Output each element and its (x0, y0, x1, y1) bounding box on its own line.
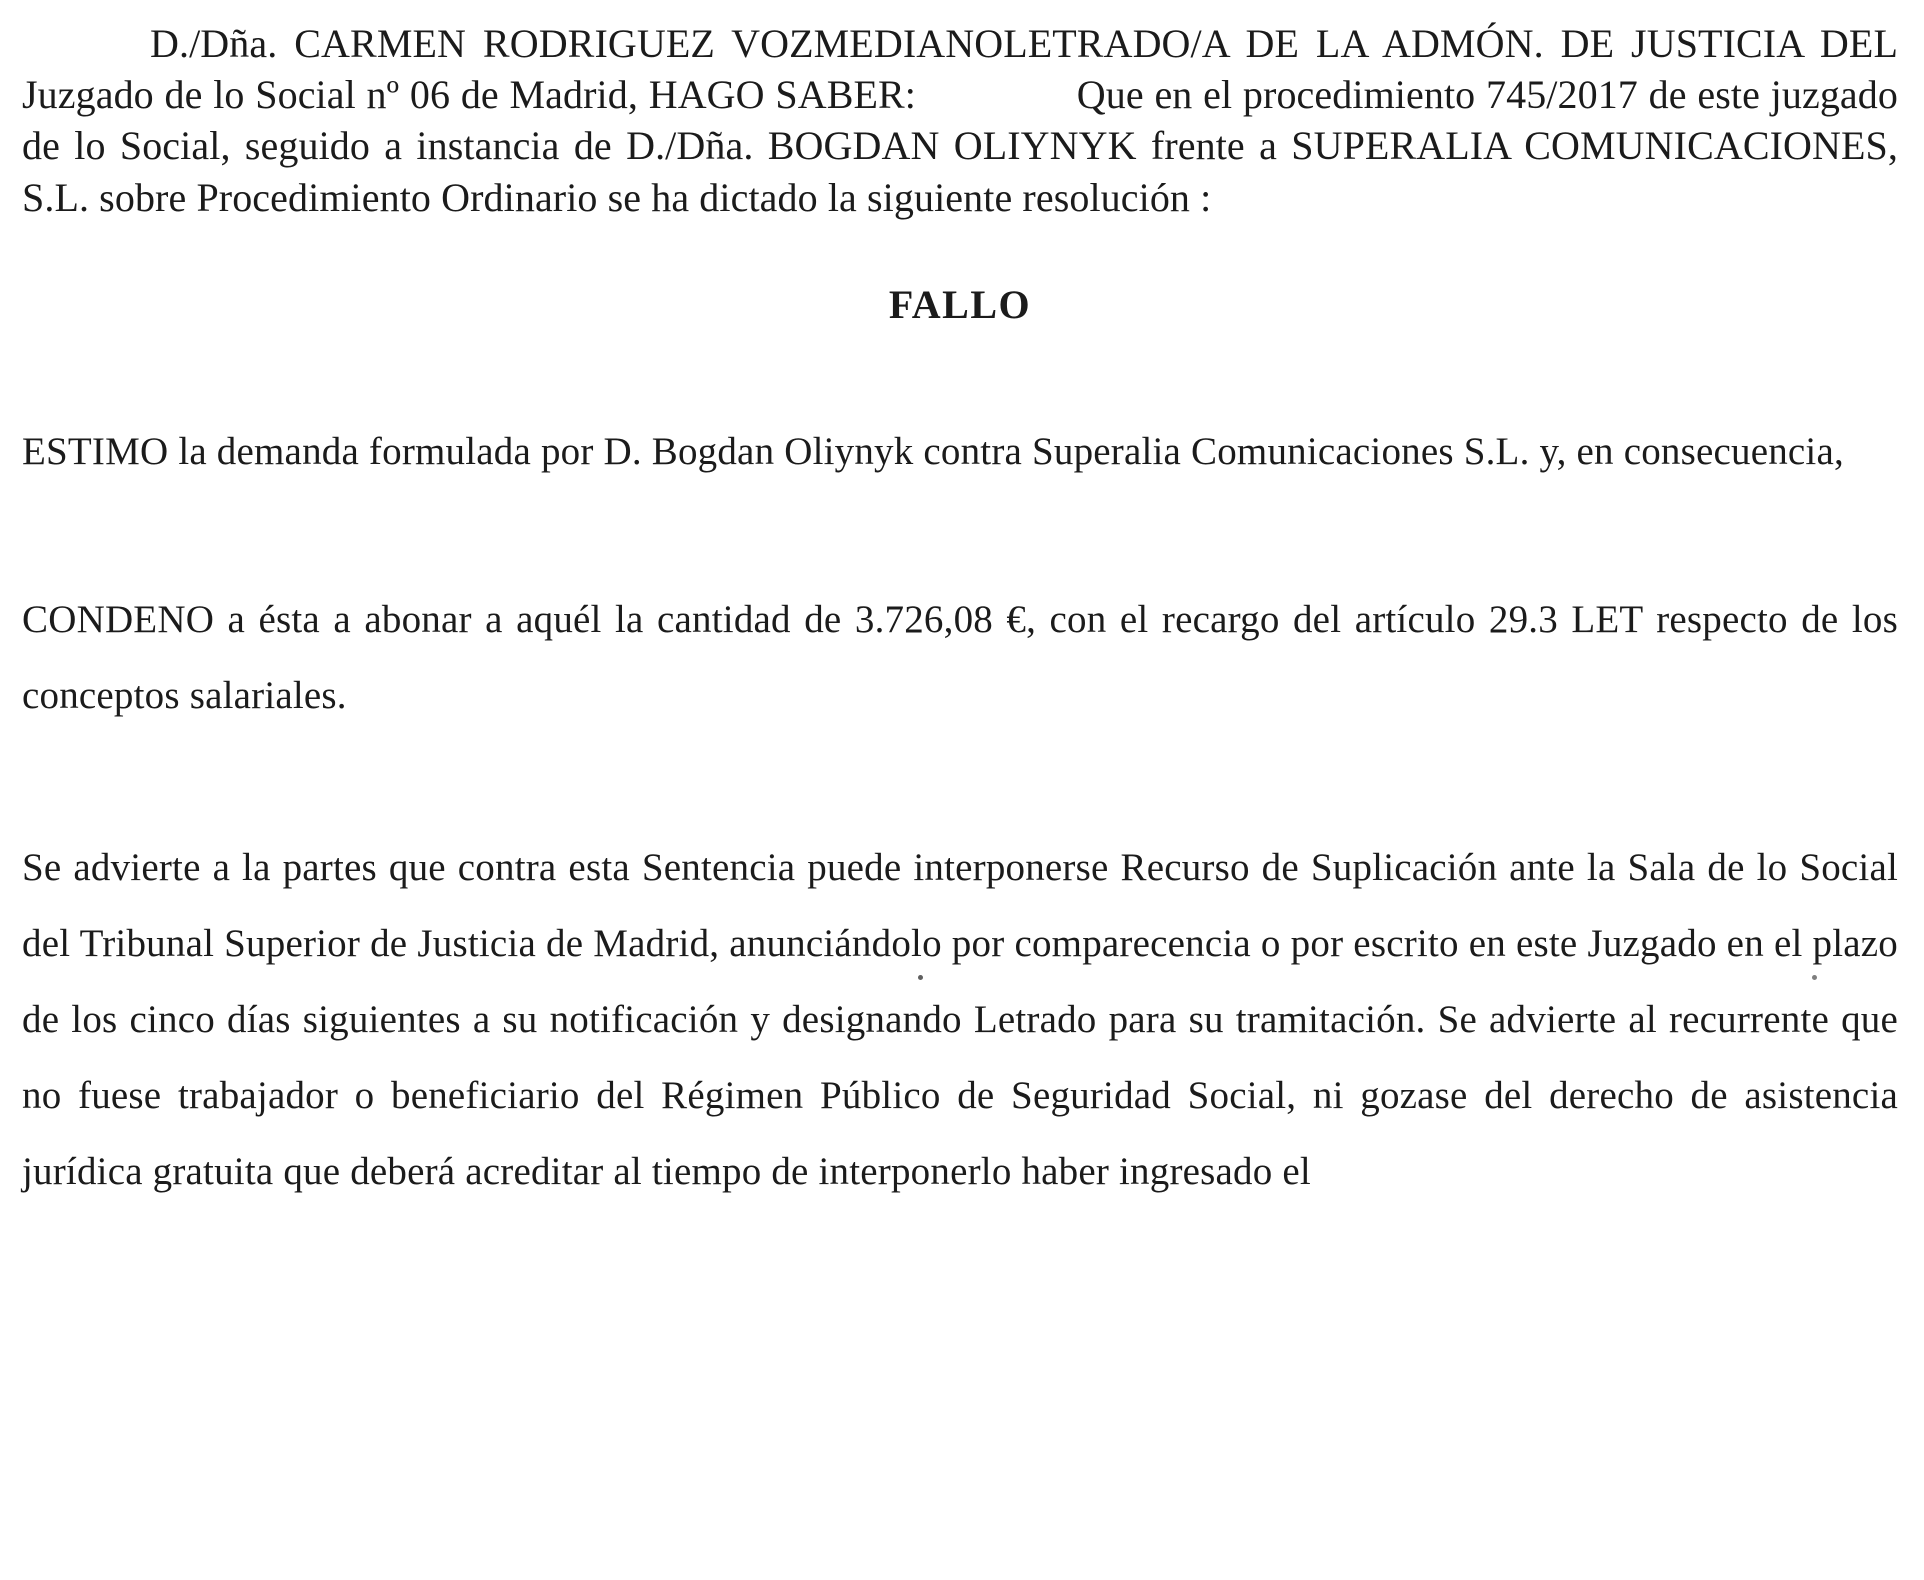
header-line-3: Que en el procedimiento 745/2017 de este juzgado de lo Social, seguido a instancia (22, 72, 1898, 169)
ruling-paragraph-estimo: ESTIMO la demanda formulada por D. Bogdan Oliynyk contra Superalia Comunicaciones S.L. y, en consecuencia, (22, 429, 1844, 473)
scan-artifact-dot (918, 975, 923, 980)
header-line-2: DE JUSTICIA DEL Juzgado de lo Social nº 06 de Madrid, HAGO SABER: (22, 21, 1898, 118)
header-line-1: D./Dña. CARMEN RODRIGUEZ VOZMEDIANOLETRADO/A DE LA ADMÓN. (150, 21, 1544, 66)
document-body (22, 18, 1898, 1210)
ruling-paragraph-condeno: CONDENO a ésta a abonar a aquél la cantidad de 3.726,08 €, con el recargo del artículo 29.3 LET respecto de los conceptos salariales. (22, 597, 1898, 717)
ruling-title: FALLO (888, 281, 1032, 327)
header-line-4: de D./Dña. BOGDAN OLIYNYK frente a SUPERALIA COMUNICACIONES, S.L. sobre (22, 123, 1898, 220)
scan-artifact-dot-right (1812, 975, 1817, 980)
ruling-paragraph-appeal: Se advierte a la partes que contra esta Sentencia puede interponerse Recurso de Suplicación ante la Sala de lo Social del Tribunal Superior de Justicia de Madrid, anunciándolo por comparecencia o por escrito en este Juzgado en el plazo de los cinco días siguientes a su notificación y designando Letrado para su tramitación. Se advierte al recurrente que no fuese trabajador o beneficiario del Régimen Público de Seguridad Social, ni gozase del derecho de asistencia jurídica gratuita que deberá acreditar al tiempo de interponerlo haber ingresado el (22, 845, 1898, 1194)
header-paragraph (22, 18, 1898, 223)
header-line-5: Procedimiento Ordinario se ha dictado la siguiente resolución : (196, 174, 1212, 220)
